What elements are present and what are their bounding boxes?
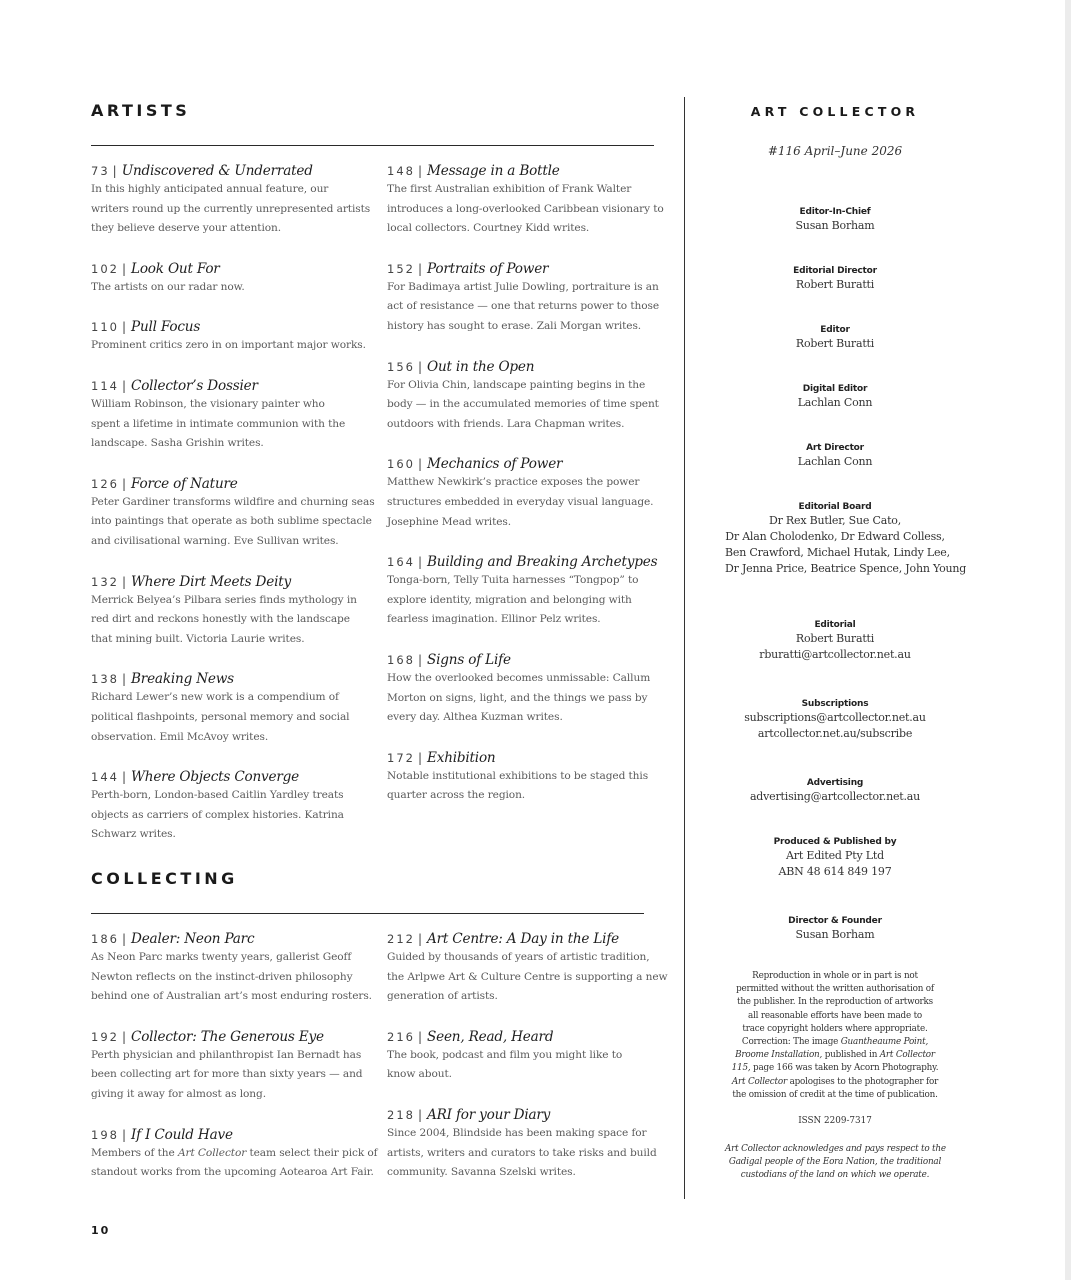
- page-edge-strip: [1065, 0, 1071, 1280]
- role-editor: Editor Robert Buratti: [795, 325, 875, 350]
- folio-page-number: 10: [91, 1224, 111, 1237]
- page-number: 156: [387, 359, 415, 374]
- entry-description: Guided by thousands of years of artistic tradition, the Arlpwe Art & Culture Centre is supporting a new generation of artists.: [387, 951, 668, 1003]
- masthead-title: ART COLLECTOR: [750, 104, 920, 119]
- role-art-director: Art Director Lachlan Conn: [797, 443, 873, 468]
- entry-description: Since 2004, Blindside has been making space for artists, writers and curators to take risks and build community. Savanna Szelski writes.: [387, 1126, 657, 1179]
- page-number: 138: [91, 672, 119, 687]
- entry-title: Building and Breaking Archetypes: [427, 554, 658, 571]
- issn-number: ISSN 2209-7317: [798, 1116, 872, 1126]
- toc-entry[interactable]: 212 | Art Centre: A Day in the Life Guided by thousands of years of artistic tradition, the Arlpwe Art & Culture Centre is supporting a new generation of artists.: [387, 928, 677, 1007]
- entry-description: Matthew Newkirk’s practice exposes the power structures embedded in everyday visual language. Josephine Mead writes.: [387, 476, 654, 528]
- toc-entry[interactable]: 160 | Mechanics of Power Matthew Newkirk’s practice exposes the power structures embedded in everyday visual language. Josephine Mead writes.: [387, 453, 677, 532]
- role-editorial-director: Editorial Director Robert Buratti: [793, 266, 877, 291]
- toc-entry[interactable]: 138 | Breaking News Richard Lewer’s new work is a compendium of political flashpoints, personal memory and social observation. Emil McAvoy writes.: [91, 668, 376, 747]
- page-number: 144: [91, 770, 119, 785]
- entry-title: Pull Focus: [131, 319, 201, 336]
- role-editorial: Editorial Robert Buratti rburatti@artcollector.net.au: [725, 619, 945, 663]
- page-number: 192: [91, 1029, 119, 1044]
- entry-description: How the overlooked becomes unmissable: Callum Morton on signs, light, and the things we pass by every day. Althea Kuzman writes.: [387, 671, 651, 724]
- page-number: 172: [387, 750, 415, 765]
- entry-title: Seen, Read, Heard: [427, 1028, 554, 1045]
- entry-description: Prominent critics zero in on important major works.: [91, 339, 366, 352]
- entry-description: Peter Gardiner transforms wildfire and churning seas into paintings that operate as both sublime spectacle and civilisational warning. Eve Sullivan writes.: [91, 495, 375, 547]
- artists-left-column: [91, 160, 376, 845]
- entry-title: Exhibition: [427, 749, 496, 766]
- issue-line: #116 April–June 2026: [767, 144, 903, 158]
- entry-title: Where Dirt Meets Deity: [131, 573, 291, 590]
- entry-title: Collector’s Dossier: [131, 377, 258, 394]
- page-number: 164: [387, 555, 415, 570]
- page-number: 114: [91, 378, 119, 393]
- entry-description: William Robinson, the visionary painter who spent a lifetime in intimate communion with the landscape. Sasha Grishin writes.: [91, 397, 346, 450]
- toc-entry[interactable]: 172 | Exhibition Notable institutional exhibitions to be staged this quarter across the region.: [387, 747, 677, 806]
- subscriptions-email-link[interactable]: subscriptions@artcollector.net.au: [744, 711, 926, 724]
- entry-description: Members of the Art Collector team select their pick of standout works from the upcoming Aotearoa Art Fair.: [91, 1146, 378, 1179]
- entry-title: Portraits of Power: [427, 260, 549, 277]
- entry-description: For Olivia Chin, landscape painting begins in the body — in the accumulated memories of time spent outdoors with friends. Lara Chapman writes.: [387, 378, 659, 430]
- page-number: 132: [91, 574, 119, 589]
- toc-entry[interactable]: 192 | Collector: The Generous Eye Perth physician and philanthropist Ian Bernadt has been collecting art for more than sixty years — and giving it away for almost as long.: [91, 1026, 376, 1105]
- toc-entry[interactable]: 216 | Seen, Read, Heard The book, podcast and film you might like to know about.: [387, 1026, 677, 1085]
- entry-description: For Badimaya artist Julie Dowling, portraiture is an act of resistance — one that returns power to those history has sought to erase. Zali Morgan writes.: [387, 280, 660, 332]
- role-advertising: Advertising advertising@artcollector.net.au: [725, 777, 945, 805]
- entry-description: In this highly anticipated annual feature, our writers round up the currently unrepresented artists they believe deserve your attention.: [91, 183, 371, 235]
- toc-entry[interactable]: 152 | Portraits of Power For Badimaya artist Julie Dowling, portraiture is an act of resistance — one that returns power to those history has sought to erase. Zali Morgan writes.: [387, 258, 677, 337]
- artists-heading: ARTISTS: [91, 101, 191, 120]
- page-number: 168: [387, 652, 415, 667]
- entry-description: Perth-born, London-based Caitlin Yardley treats objects as carriers of complex histories. Katrina Schwarz writes.: [91, 789, 344, 841]
- entry-title: Look Out For: [131, 260, 220, 277]
- entry-title: Signs of Life: [427, 651, 511, 668]
- toc-entry[interactable]: 132 | Where Dirt Meets Deity Merrick Belyea’s Pilbara series finds mythology in red dirt and reckons honestly with the landscape that mining built. Victoria Laurie writes.: [91, 571, 376, 650]
- country-acknowledgement: Art Collector acknowledges and pays respect to the Gadigal people of the Eora Nation, the traditional custodians of the land on which we operate.: [725, 1144, 946, 1180]
- role-editorial-board: Editorial Board Dr Rex Butler, Sue Cato, Dr Alan Cholodenko, Dr Edward Colless, Ben Crawford, Michael Hutak, Lindy Lee, Dr Jenna Price, Beatrice Spence, John Young: [725, 502, 967, 575]
- page-number: 126: [91, 476, 119, 491]
- toc-entry[interactable]: 73 | Undiscovered & Underrated In this highly anticipated annual feature, our writers round up the currently unrepresented artists they believe deserve your attention.: [91, 160, 376, 239]
- role-subscriptions: Subscriptions subscriptions@artcollector.net.au artcollector.net.au/subscribe: [725, 698, 945, 742]
- entry-description: Notable institutional exhibitions to be staged this quarter across the region.: [387, 769, 649, 802]
- toc-entry[interactable]: 218 | ARI for your Diary Since 2004, Blindside has been making space for artists, writers and curators to take risks and build community. Savanna Szelski writes.: [387, 1104, 677, 1183]
- editorial-email-link[interactable]: rburatti@artcollector.net.au: [759, 648, 911, 661]
- role-director-founder: Director & Founder Susan Borham: [788, 916, 882, 941]
- entry-description: The book, podcast and film you might like to know about.: [387, 1048, 623, 1081]
- role-editor-in-chief: Editor-In-Chief Susan Borham: [795, 207, 875, 232]
- page-number: 73: [91, 164, 110, 178]
- toc-entry[interactable]: 144 | Where Objects Converge Perth-born, London-based Caitlin Yardley treats objects as carriers of complex histories. Katrina Schwarz writes.: [91, 766, 376, 845]
- collecting-right-column: [387, 928, 677, 1183]
- page-number: 148: [387, 164, 415, 178]
- entry-description: As Neon Parc marks twenty years, gallerist Geoff Newton reflects on the instinct-driven philosophy behind one of Australian art’s most enduring rosters.: [91, 951, 372, 1003]
- page-number: 160: [387, 457, 415, 472]
- entry-description: The artists on our radar now.: [91, 280, 245, 293]
- role-digital-editor: Digital Editor Lachlan Conn: [797, 384, 873, 409]
- entry-title: Force of Nature: [131, 475, 238, 492]
- toc-entry[interactable]: 156 | Out in the Open For Olivia Chin, landscape painting begins in the body — in the accumulated memories of time spent outdoors with friends. Lara Chapman writes.: [387, 356, 677, 435]
- column-divider: [684, 97, 685, 1199]
- entry-title: Art Centre: A Day in the Life: [427, 931, 620, 947]
- page-number: 110: [91, 320, 119, 335]
- copyright-notice: Reproduction in whole or in part is not permitted without the written authorisation of the publisher. In the reproduction of artworks all reasonable efforts have been made to trace copyright holders where appropriate. Correction: The image Guantheaume Point, Broome Installation, published in Art Collector 115, page 166 was taken by Acorn Photography. Art Collector apologises to the photographer for the omission of credit at the time of publication.: [731, 971, 939, 1100]
- toc-entry[interactable]: 148 | Message in a Bottle The first Australian exhibition of Frank Walter introduces a long-overlooked Caribbean visionary to local collectors. Courtney Kidd writes.: [387, 160, 677, 239]
- entry-description: The first Australian exhibition of Frank Walter introduces a long-overlooked Caribbean visionary to local collectors. Courtney Kidd writes.: [387, 183, 664, 235]
- advertising-email-link[interactable]: advertising@artcollector.net.au: [749, 790, 921, 803]
- entry-title: Message in a Bottle: [427, 163, 560, 179]
- toc-entry[interactable]: 198 | If I Could Have Members of the Art Collector team select their pick of standout works from the upcoming Aotearoa Art Fair.: [91, 1124, 376, 1183]
- entry-description: Perth physician and philanthropist Ian Bernadt has been collecting art for more than sixty years — and giving it away for almost as long.: [91, 1048, 363, 1100]
- toc-entry[interactable]: 126 | Force of Nature Peter Gardiner transforms wildfire and churning seas into paintings that operate as both sublime spectacle and civilisational warning. Eve Sullivan writes.: [91, 473, 376, 552]
- role-publisher: Produced & Published by Art Edited Pty Ltd ABN 48 614 849 197: [773, 837, 897, 878]
- entry-description: Merrick Belyea’s Pilbara series finds mythology in red dirt and reckons honestly with the landscape that mining built. Victoria Laurie writes.: [91, 593, 357, 645]
- collecting-left-column: [91, 928, 376, 1183]
- toc-entry[interactable]: 110 | Pull Focus Prominent critics zero in on important major works.: [91, 316, 376, 356]
- artists-rule: [91, 145, 654, 146]
- toc-entry[interactable]: 164 | Building and Breaking Archetypes Tonga-born, Telly Tuita harnesses “Tongpop” to explore identity, migration and belonging with fearless imagination. Ellinor Pelz writes.: [387, 551, 677, 630]
- entry-title: Dealer: Neon Parc: [131, 931, 255, 947]
- entry-title: Out in the Open: [427, 358, 535, 375]
- entry-title: Where Objects Converge: [131, 769, 300, 786]
- page-number: 152: [387, 261, 415, 276]
- entry-title: ARI for your Diary: [427, 1106, 551, 1123]
- entry-title: Undiscovered & Underrated: [121, 163, 313, 179]
- toc-entry[interactable]: 168 | Signs of Life How the overlooked becomes unmissable: Callum Morton on signs, light, and the things we pass by every day. Althea Kuzman writes.: [387, 649, 677, 728]
- collecting-rule: [91, 913, 644, 914]
- collecting-heading: COLLECTING: [91, 869, 238, 888]
- page-number: 216: [387, 1029, 415, 1044]
- entry-title: Breaking News: [131, 671, 234, 688]
- toc-entry[interactable]: 114 | Collector’s Dossier William Robinson, the visionary painter who spent a lifetime in intimate communion with the landscape. Sasha Grishin writes.: [91, 375, 376, 454]
- artists-right-column: [387, 160, 677, 806]
- page-number: 186: [91, 932, 119, 946]
- entry-description: Richard Lewer’s new work is a compendium of political flashpoints, personal memory and social observation. Emil McAvoy writes.: [91, 691, 350, 743]
- subscribe-url-link[interactable]: artcollector.net.au/subscribe: [757, 727, 913, 740]
- entry-description: Tonga-born, Telly Tuita harnesses “Tongpop” to explore identity, migration and belonging with fearless imagination. Ellinor Pelz writes.: [387, 574, 639, 626]
- page-number: 212: [387, 932, 415, 946]
- toc-entry[interactable]: 102 | Look Out For The artists on our radar now.: [91, 258, 376, 298]
- page-number: 198: [91, 1127, 119, 1142]
- toc-entry[interactable]: 186 | Dealer: Neon Parc As Neon Parc marks twenty years, gallerist Geoff Newton reflects on the instinct-driven philosophy behind one of Australian art’s most enduring rosters.: [91, 928, 376, 1007]
- entry-title: Mechanics of Power: [427, 456, 563, 473]
- page-number: 218: [387, 1107, 415, 1122]
- entry-title: If I Could Have: [131, 1126, 233, 1143]
- entry-title: Collector: The Generous Eye: [131, 1028, 324, 1045]
- page-number: 102: [91, 261, 119, 276]
